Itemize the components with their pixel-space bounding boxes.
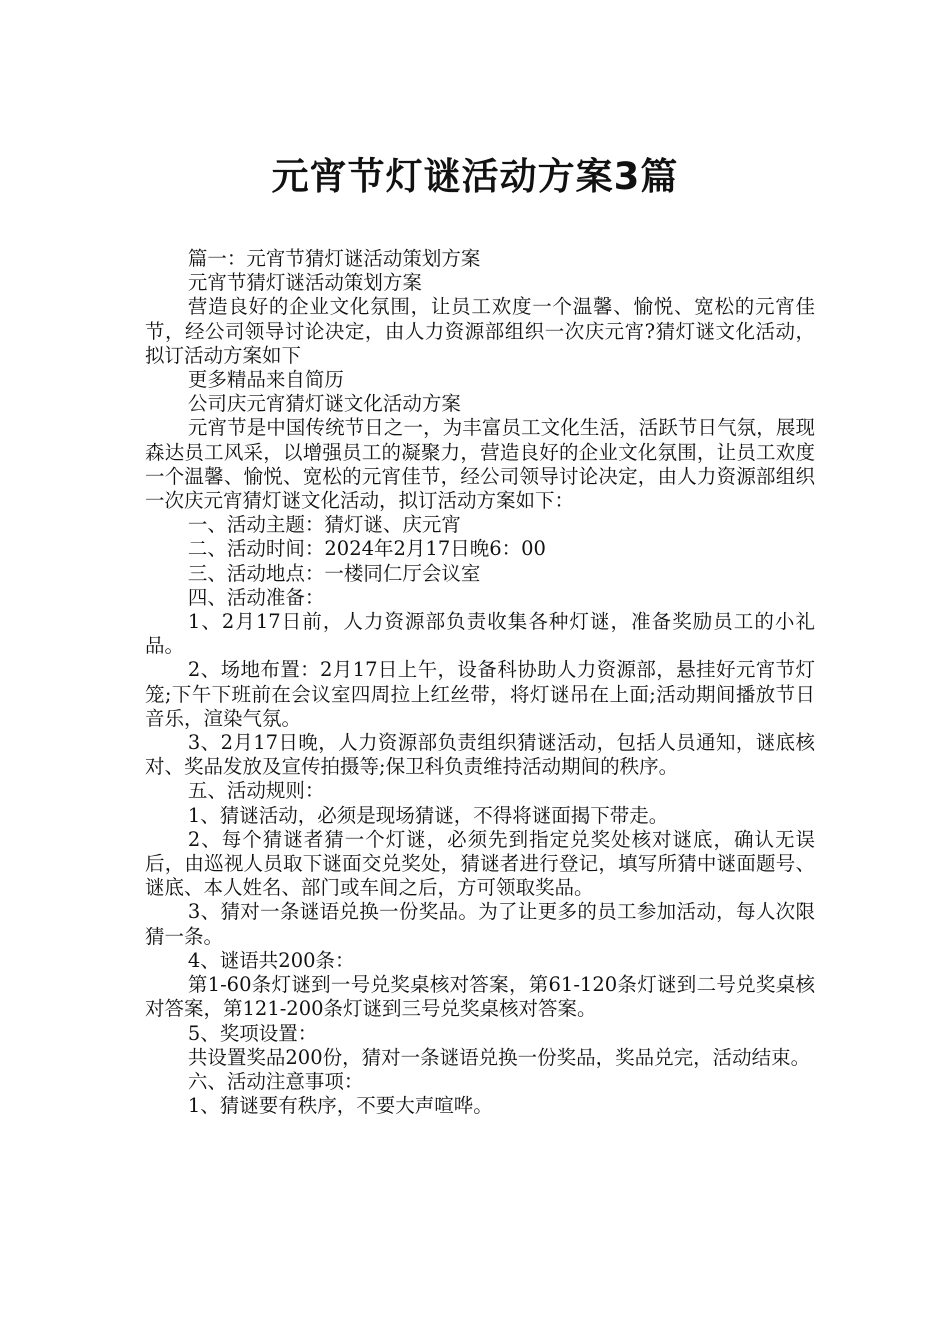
paragraph-19: 第1-60条灯谜到一号兑奖桌核对答案，第61-120条灯谜到二号兑奖桌核对答案，第121-200条灯谜到三号兑奖桌核对答案。 [145, 973, 815, 1021]
paragraph-15: 1、猜谜活动，必须是现场猜谜，不得将谜面揭下带走。 [187, 803, 669, 827]
paragraph-23: 1、猜谜要有秩序，不要大声喧哗。 [187, 1094, 493, 1118]
paragraph-8: 二、活动时间：2024年2月17日晚6：00 [187, 537, 546, 561]
document-body [145, 247, 815, 1118]
page-title: 元宵节灯谜活动方案3篇 [271, 154, 679, 198]
paragraph-17: 3、猜对一条谜语兑换一份奖品。为了让更多的员工参加活动，每人次限猜一条。 [145, 900, 815, 948]
paragraph-5: 公司庆元宵猜灯谜文化活动方案 [187, 392, 461, 416]
paragraph-14: 五、活动规则： [187, 779, 325, 803]
paragraph-10: 四、活动准备： [187, 585, 325, 609]
paragraph-6: 元宵节是中国传统节日之一，为丰富员工文化生活，活跃节日气氛，展现森达员工风采，以增强员工的凝聚力，营造良好的企业文化氛围，让员工欢度一个温馨、愉悦、宽松的元宵佳节，经公司领导讨论决定，由人力资源部组织一次庆元宵猜灯谜文化活动，拟订活动方案如下： [145, 416, 815, 513]
paragraph-7: 一、活动主题：猜灯谜、庆元宵 [187, 513, 461, 537]
paragraph-2: 元宵节猜灯谜活动策划方案 [187, 271, 422, 295]
paragraph-21: 共设置奖品200份，猜对一条谜语兑换一份奖品，奖品兑完，活动结束。 [187, 1045, 811, 1069]
paragraph-16: 2、每个猜谜者猜一个灯谜，必须先到指定兑奖处核对谜底，确认无误后，由巡视人员取下谜面交兑奖处，猜谜者进行登记，填写所猜中谜面题号、谜底、本人姓名、部门或车间之后，方可领取奖品。 [145, 827, 815, 900]
paragraph-13: 3、2月17日晚，人力资源部负责组织猜谜活动，包括人员通知，谜底核对、奖品发放及宣传拍摄等;保卫科负责维持活动期间的秩序。 [145, 731, 815, 779]
paragraph-20: 5、奖项设置： [187, 1021, 318, 1045]
paragraph-4: 更多精品来自简历 [187, 368, 344, 392]
paragraph-11: 1、2月17日前，人力资源部负责收集各种灯谜，准备奖励员工的小礼品。 [145, 610, 815, 658]
paragraph-22: 六、活动注意事项： [187, 1069, 364, 1093]
paragraph-3: 营造良好的企业文化氛围，让员工欢度一个温馨、愉悦、宽松的元宵佳节，经公司领导讨论决定，由人力资源部组织一次庆元宵?猜灯谜文化活动，拟订活动方案如下 [145, 295, 815, 367]
paragraph-9: 三、活动地点：一楼同仁厅会议室 [187, 561, 481, 585]
paragraph-1: 篇一：元宵节猜灯谜活动策划方案 [187, 247, 481, 270]
paragraph-12: 2、场地布置：2月17日上午，设备科协助人力资源部，悬挂好元宵节灯笼;下午下班前在会议室四周拉上红丝带，将灯谜吊在上面;活动期间播放节日音乐，渲染气氛。 [145, 658, 815, 730]
paragraph-18: 4、谜语共200条： [187, 948, 355, 972]
